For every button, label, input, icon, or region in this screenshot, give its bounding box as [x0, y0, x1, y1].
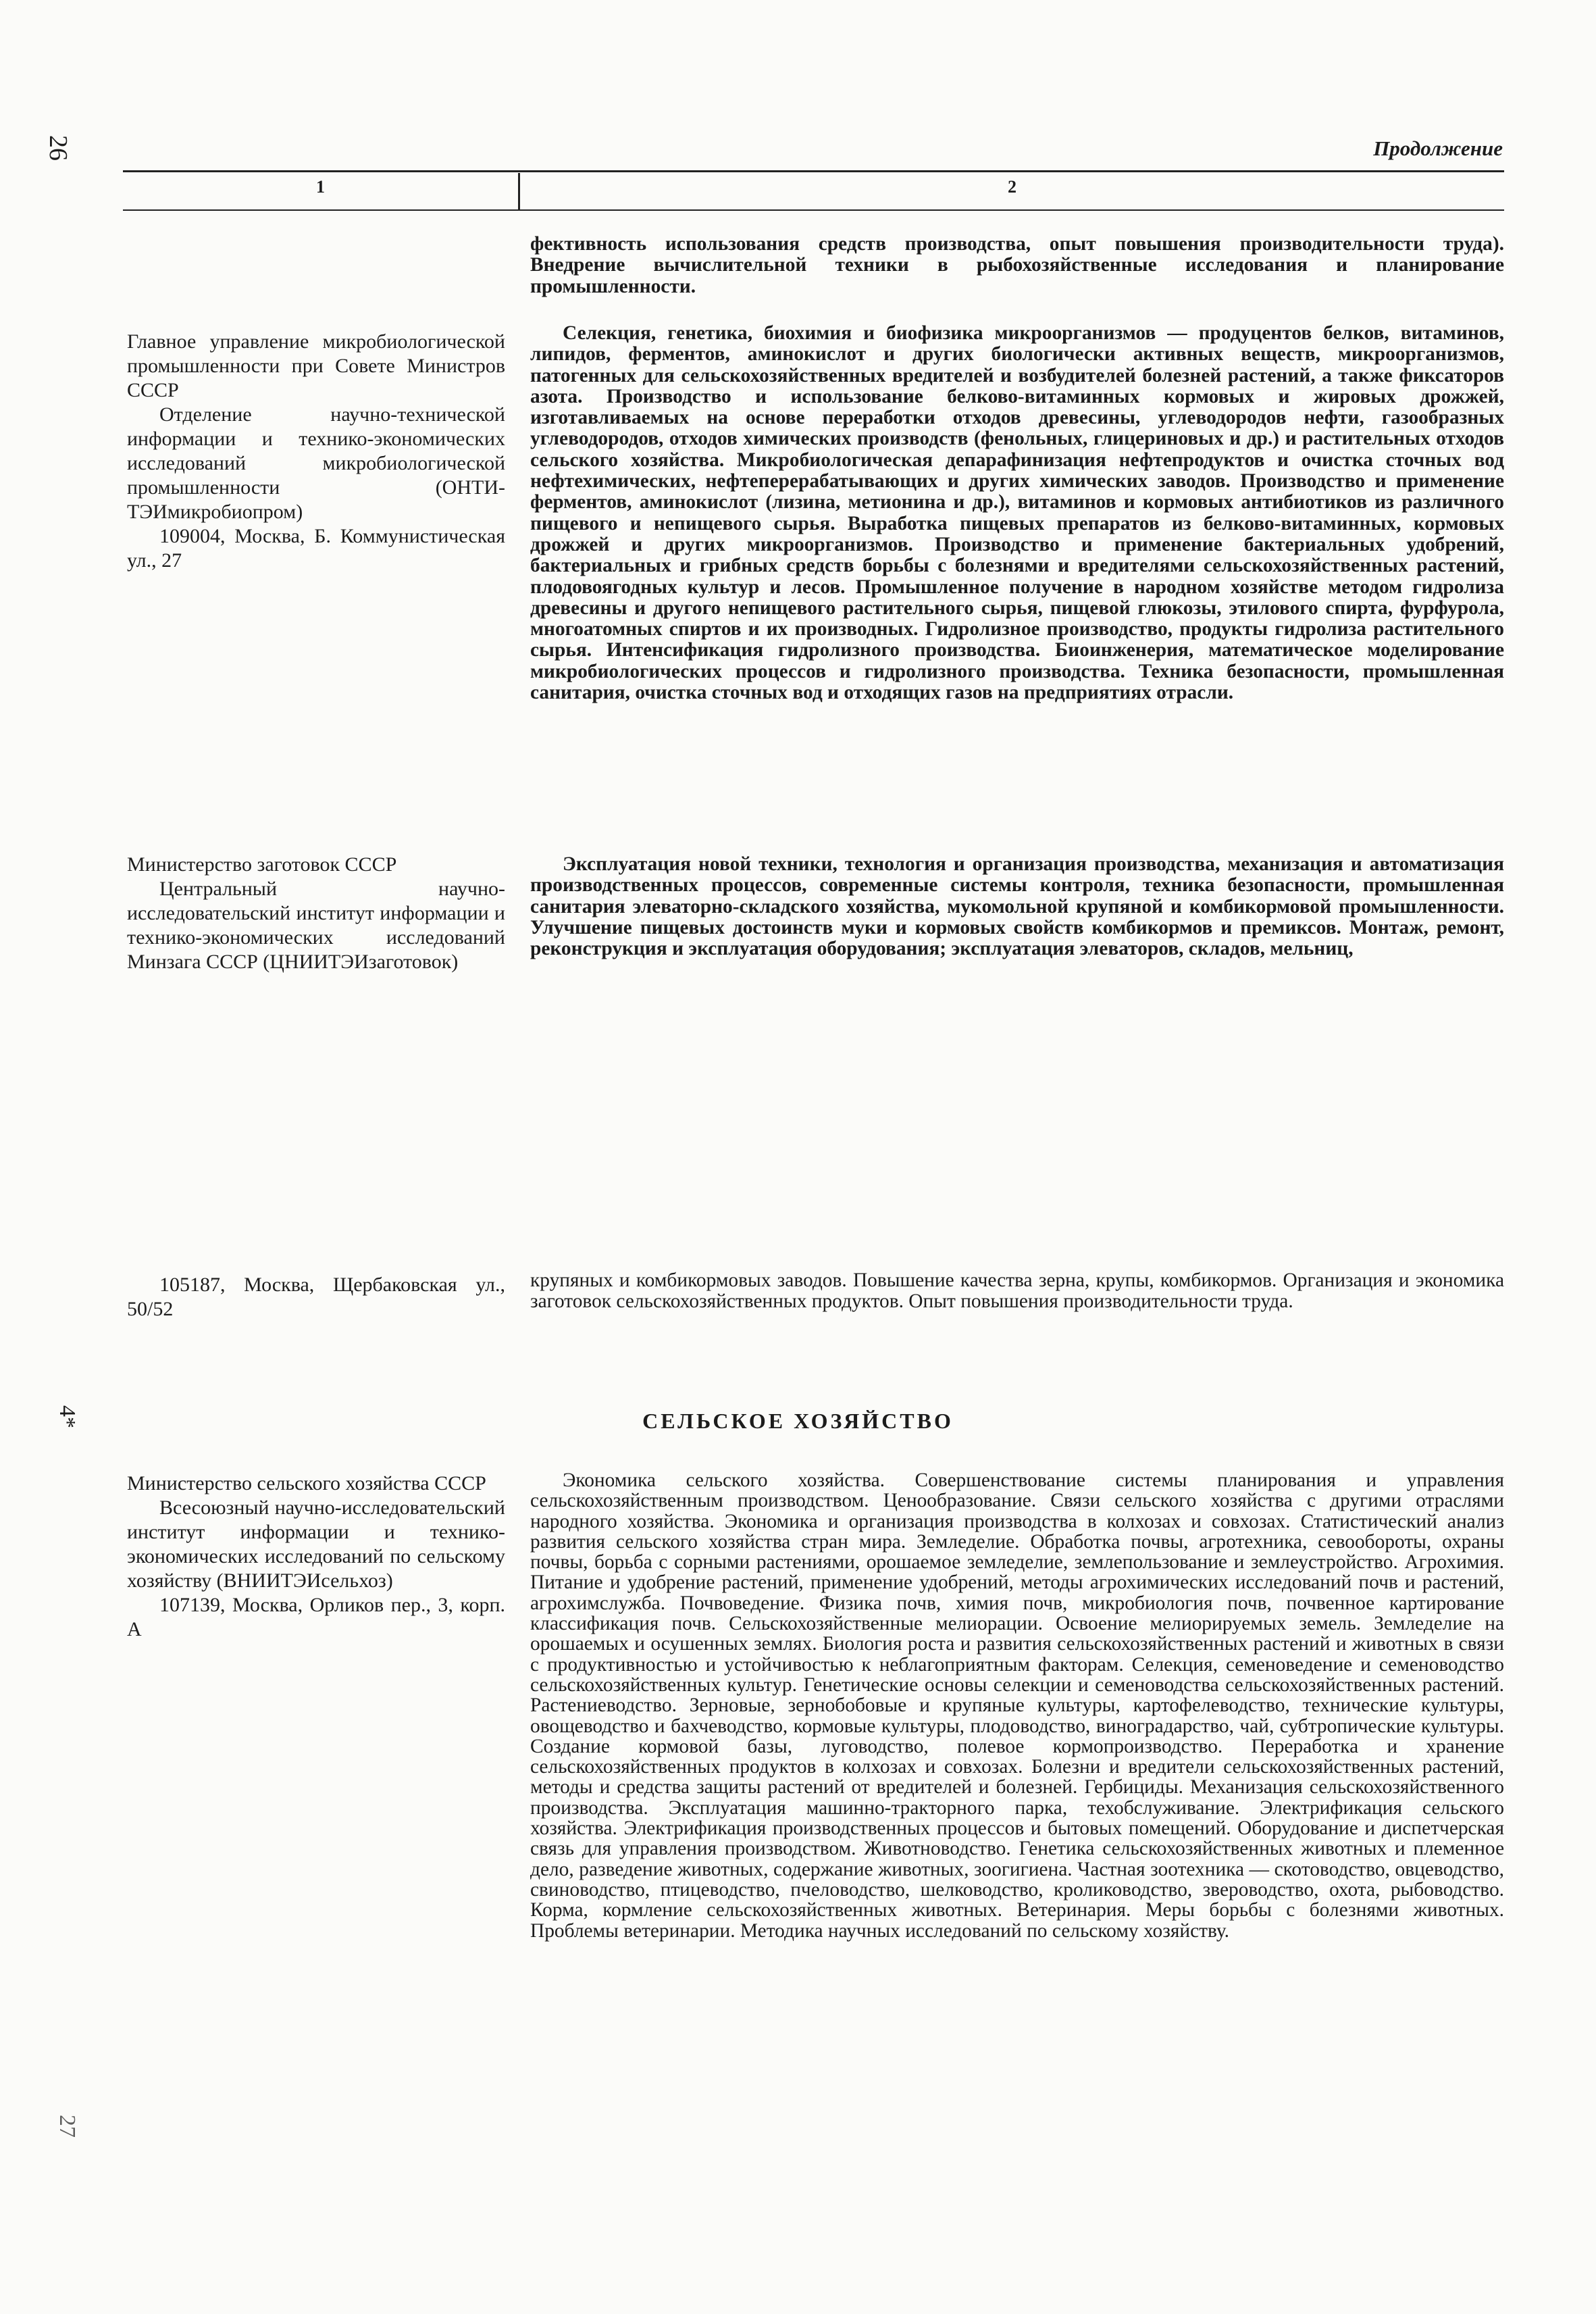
- entry-procurement-topics-cont: [530, 1270, 1504, 1313]
- table-top-rule: [123, 170, 1504, 172]
- entry-procurement-org: [127, 853, 505, 974]
- entry-microbio-topics: [530, 323, 1504, 703]
- table-header-rule: [123, 209, 1504, 211]
- institute-name: Всесоюзный научно-исследовательский институт информации и технико-экономических исследований по сельскому хозяйству (ВНИИТЭИсельхоз): [127, 1496, 505, 1592]
- entry-procurement-address: [127, 1273, 505, 1322]
- entry-microbio-org: [127, 330, 505, 573]
- column-header-1: 1: [316, 177, 325, 197]
- address: 107139, Москва, Орликов пер., 3, корп. А: [127, 1594, 505, 1640]
- topics-text: Эксплуатация новой техники, технология и организация производства, механизация и автоматизация производственных процессов, современные системы контроля, техника безопасности, промышленная санитария элеваторно-складского хозяйства, мукомольной крупяной и комбикормовой промышленности. Улучшение пищевых достоинств муки и кормовых свойств комбикормов и премиксов. Монтаж, ремонт, реконструкция и эксплуатация оборудования; эксплуатация элеваторов, складов, мельниц,: [530, 853, 1504, 960]
- entry-agriculture-org: [127, 1472, 505, 1642]
- address: 109004, Москва, Б. Коммунистическая ул., 27: [127, 525, 505, 572]
- entry-continuation-text: фективность использования средств производства, опыт повышения производительности труда). Внедрение вычислительной техники в рыбохозяйственные исследования и планирование промышленности.: [530, 233, 1504, 297]
- topics-text: крупяных и комбикормовых заводов. Повышение качества зерна, крупы, комбикормов. Организация и экономика заготовок сельскохозяйственных продуктов. Опыт повышения производительности труда.: [530, 1269, 1504, 1313]
- institute-name: Отделение научно-технической информации и технико-экономических исследований микробиологической промышленности (ОНТИ-ТЭИмикробиопром): [127, 403, 505, 523]
- org-name: Министерство сельского хозяйства СССР: [127, 1472, 486, 1494]
- topics-text: Селекция, генетика, биохимия и биофизика микроорганизмов — продуцентов белков, витаминов, липидов, ферментов, аминокислот и других биологически активных веществ, микроорганизмов, патогенных для сельскохозяйственных вредителей и возбудителей болезней растений, а также фиксаторов азота. Производство и использование белково-витаминных кормовых и жировых дрожжей, изготавливаемых на основе переработки отходов древесины, углеводородов нефти, газообразных углеводородов, отходов химических производств (фенольных, глицериновых и др.) и растительных отходов сельского хозяйства. Микробиологическая депарафинизация нефтепродуктов и очистка сточных вод нефтехимических, нефтеперерабатывающих и других химических заводов. Производство и применение ферментов, аминокислот (лизина, метионина и др.), витаминов и кормовых антибиотиков из различного пищевого и непищевого сырья. Выработка пищевых препаратов из белково-витаминных, кормовых дрожжей и других микроорганизмов. Производство и применение бактериальных удобрений, бактериальных и грибных средств борьбы с болезнями и вредителями сельскохозяйственных растений, плодовоягодных культур и лесов. Промышленное получение в народном хозяйстве методом гидролиза древесины и другого непищевого растительного сырья, пищевой глюкозы, этилового спирта, фурфурола, многоатомных спиртов и их производных. Гидролизное производство, продукты гидролиза растительного сырья. Интенсификация гидролизного производства. Биоинженерия, математическое моделирование микробиологических процессов и гидролизного производства. Техника безопасности, промышленная санитария, очистка сточных вод и отходящих газов на предприятиях отрасли.: [530, 322, 1504, 704]
- page-mark: 27: [55, 2115, 80, 2138]
- page-number: 26: [44, 135, 72, 161]
- address: 105187, Москва, Щербаковская ул., 50/52: [127, 1274, 505, 1320]
- entry-agriculture-topics: [530, 1470, 1504, 1941]
- entry-procurement-topics: [530, 854, 1504, 959]
- topics-text: Экономика сельского хозяйства. Совершенствование системы планирования и управления сельскохозяйственным производством. Ценообразование. Связи сельского хозяйства с другими отраслями народного хозяйства. Экономика и организация производства в колхозах и совхозах. Статистический анализ развития сельского хозяйства стран мира. Земледелие. Обработка почвы, агротехника, севообороты, охраны почвы, борьба с сорными растениями, орошаемое земледелие, землепользование и землеустройство. Агрохимия. Питание и удобрение растений, применение удобрений, методы агрохимических исследований почв и растений, агрохимслужба. Почвоведение. Физика почв, химия почв, микробиология почв, почвенное картирование классификация почв. Сельскохозяйственные мелиорации. Освоение мелиорируемых земель. Земледелие на орошаемых и осушенных землях. Биология роста и развития сельскохозяйственных растений и животных в связи с продуктивностью и устойчивостью к неблагоприятным факторам. Селекция, семеноведение и семеноводство сельскохозяйственных культур. Генетические основы селекции и семеноводства сельскохозяйственных растений. Растениеводство. Зерновые, зернобобовые и крупяные культуры, картофелеводство, технические культуры, овощеводство и бахчеводство, кормовые культуры, плодоводство, виноградарство, чай, субтропические культуры. Создание кормовой базы, луговодство, полевое кормопроизводство. Переработка и хранение сельскохозяйственных продуктов в колхозах и совхозах. Болезни и вредители сельскохозяйственных растений, методы и средства защиты растений от вредителей и болезней. Гербициды. Механизация сельскохозяйственного производства. Эксплуатация машинно-тракторного парка, техобслуживание. Электрификация сельского хозяйства. Электрификация производственных процессов и бытовых помещений. Оборудование и диспетчерская связь для управления производством. Животноводство. Генетика сельскохозяйственных животных и племенное дело, разведение животных, содержание животных, зоогигиена. Частная зоотехника — скотоводство, овцеводство, свиноводство, птицеводство, пчеловодство, шелководство, кролиководство, звероводство, охота, рыбоводство. Корма, кормление сельскохозяйственных животных. Ветеринария. Меры борьбы с болезнями животных. Проблемы ветеринарии. Методика научных исследований по сельскому хозяйству.: [530, 1469, 1504, 1942]
- section-title: СЕЛЬСКОЕ ХОЗЯЙСТВО: [642, 1409, 954, 1433]
- sheet-mark: 4*: [55, 1405, 80, 1428]
- org-name: Министерство заготовок СССР: [127, 853, 397, 876]
- institute-name: Центральный научно-исследовательский институт информации и технико-экономических исследований Минзага СССР (ЦНИИТЭИзаготовок): [127, 878, 505, 973]
- column-header-2: 2: [1008, 177, 1016, 197]
- continuation-label: Продолжение: [1373, 136, 1503, 160]
- org-name: Главное управление микробиологической промышленности при Совете Министров СССР: [127, 330, 505, 401]
